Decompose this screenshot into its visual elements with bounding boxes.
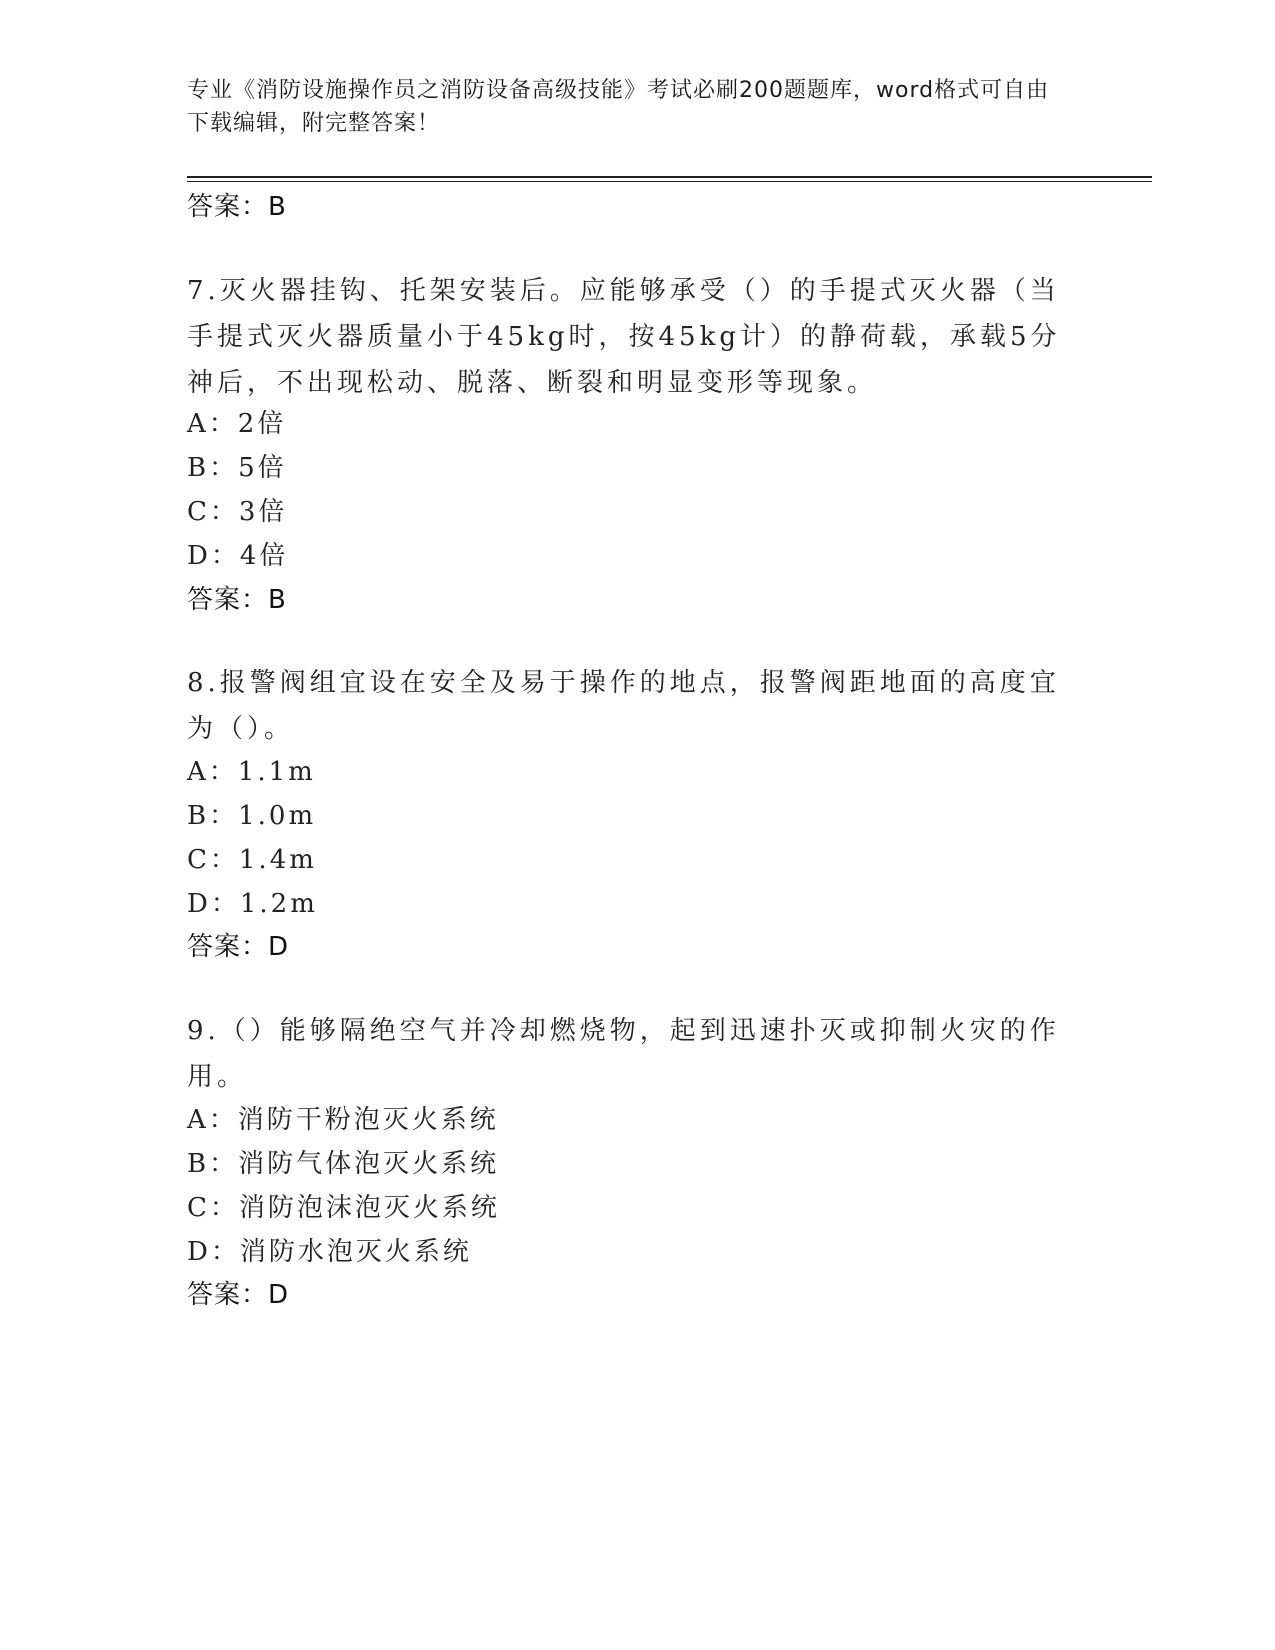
question-9-option-b: B：消防气体泡灭火系统: [187, 1149, 500, 1179]
page-header: 专业《消防设施操作员之消防设备高级技能》考试必刷200题题库，word格式可自由下载编辑，附完整答案！: [187, 78, 1050, 136]
question-7-option-b: B：5倍: [187, 453, 287, 483]
question-7-option-d: D：4倍: [187, 541, 289, 571]
question-7-text: 7.灭火器挂钩、托架安装后。应能够承受（）的手提式灭火器（当手提式灭火器质量小于45kg时，按45kg计）的静荷载，承载5分神后，不出现松动、脱落、断裂和明显变形等现象。: [187, 276, 1061, 398]
question-8-option-c: C：1.4m: [187, 845, 317, 875]
question-9-text: 9.（）能够隔绝空气并冷却燃烧物，起到迅速扑灭或抑制火灾的作用。: [187, 1016, 1060, 1092]
question-8-option-a: A：1.1m: [187, 757, 316, 787]
question-9-answer: 答案：D: [187, 1280, 290, 1310]
question-7-option-c: C：3倍: [187, 497, 288, 527]
header-divider: [187, 176, 1152, 182]
question-7-answer: 答案：B: [187, 585, 287, 615]
answer-label: 答案：B: [187, 192, 287, 222]
question-9-option-a: A：消防干粉泡灭火系统: [187, 1105, 499, 1135]
question-8-answer: 答案：D: [187, 932, 290, 962]
question-9-option-c: C：消防泡沫泡灭火系统: [187, 1193, 500, 1223]
header-divider-thin: [187, 181, 1152, 182]
question-7-option-a: A：2倍: [187, 409, 287, 439]
question-8-option-d: D：1.2m: [187, 889, 318, 919]
question-8-option-b: B：1.0m: [187, 801, 317, 831]
question-9-option-d: D：消防水泡灭火系统: [187, 1237, 472, 1267]
header-divider-thick: [187, 176, 1152, 178]
question-8-text: 8.报警阀组宜设在安全及易于操作的地点，报警阀距地面的高度宜为（）。: [187, 668, 1060, 744]
